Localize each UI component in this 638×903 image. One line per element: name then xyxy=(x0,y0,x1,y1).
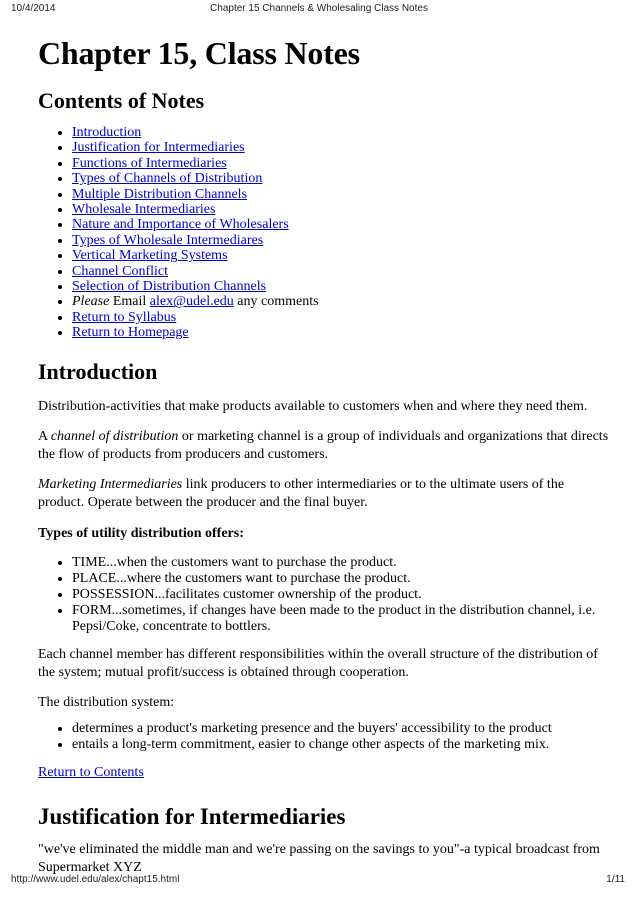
toc-item xyxy=(72,310,613,325)
return-to-homepage-link[interactable]: Return to Homepage xyxy=(72,325,189,341)
print-footer xyxy=(0,874,638,888)
intro-paragraph-2 xyxy=(38,428,613,464)
email-please: Please xyxy=(72,294,110,310)
system-item: • entails a long-term commitment, easier to change other aspects of the marketing mix. xyxy=(72,737,613,753)
system-item: • determines a product's marketing presence and the buyers' accessibility to the product xyxy=(72,721,613,737)
toc-link-selection[interactable]: Selection of Distribution Channels xyxy=(72,279,267,295)
toc-link-vertical[interactable]: Vertical Marketing Systems xyxy=(72,248,228,264)
toc-item xyxy=(72,217,613,232)
toc-link-types-wholesale[interactable]: Types of Wholesale Intermediares xyxy=(72,232,264,248)
p3-term: Marketing Intermediaries xyxy=(38,476,183,492)
toc-item xyxy=(72,248,613,263)
toc-item xyxy=(72,264,613,279)
print-date: 10/4/2014 xyxy=(11,3,56,14)
toc-item xyxy=(72,125,613,140)
p2-rest: or marketing channel is a group of individuals and organizations that directs the flow of products from producers and customers. xyxy=(38,428,609,462)
email-after: any comments xyxy=(233,294,319,310)
utility-item: • PLACE...where the customers want to purchase the product. xyxy=(72,571,613,587)
toc-item xyxy=(72,279,613,294)
toc-item xyxy=(72,325,613,340)
intro-paragraph-1: Distribution-activities that make products available to customers when and where they need them. xyxy=(38,398,588,414)
utility-item: • TIME...when the customers want to purchase the product. xyxy=(72,555,613,571)
toc-link-justification[interactable]: Justification for Intermediaries xyxy=(72,140,245,156)
contents-heading: Contents of Notes xyxy=(38,88,205,113)
toc-link-conflict[interactable]: Channel Conflict xyxy=(72,263,169,279)
print-header xyxy=(0,3,638,17)
p2-prefix: A xyxy=(38,428,51,444)
utility-list xyxy=(38,555,613,635)
document-body xyxy=(38,34,613,877)
system-list xyxy=(38,721,613,753)
toc-link-types-of-channels[interactable]: Types of Channels of Distribution xyxy=(72,171,263,187)
intro-paragraph-4: Each channel member has different responsibilities within the overall structure of the distribution of the system; mutual profit/success is obtained through cooperation. xyxy=(38,646,598,680)
utility-heading xyxy=(38,525,613,543)
utility-heading-text: Types of utility distribution offers: xyxy=(38,525,244,541)
justification-heading: Justification for Intermediaries xyxy=(38,803,346,829)
toc-link-introduction[interactable]: Introduction xyxy=(72,125,142,140)
toc-item-email xyxy=(72,294,613,309)
return-to-contents-link[interactable]: Return to Contents xyxy=(38,764,144,780)
toc-link-multiple-channels[interactable]: Multiple Distribution Channels xyxy=(72,186,247,202)
utility-item: • POSSESSION...facilitates customer ownership of the product. xyxy=(72,587,613,603)
return-contents-para xyxy=(38,764,613,782)
print-page-number: 1/11 xyxy=(606,874,625,885)
toc-item xyxy=(72,140,613,155)
justification-paragraph-1: "we've eliminated the middle man and we're passing on the savings to you"-a typical broadcast from Supermarket XYZ xyxy=(38,841,600,875)
print-title: Chapter 15 Channels & Wholesaling Class Notes xyxy=(210,3,428,14)
print-url: http://www.udel.edu/alex/chapt15.html xyxy=(11,874,180,885)
intro-paragraph-5: The distribution system: xyxy=(38,694,175,710)
toc-item xyxy=(72,233,613,248)
contents-list xyxy=(38,125,613,341)
toc-link-wholesale[interactable]: Wholesale Intermediaries xyxy=(72,202,216,218)
p3-rest: link producers to other intermediaries or to the ultimate users of the product. Operate between the producer and the final buyer. xyxy=(38,476,565,510)
toc-item xyxy=(72,202,613,217)
toc-item xyxy=(72,171,613,186)
introduction-heading: Introduction xyxy=(38,358,158,384)
intro-paragraph-3 xyxy=(38,476,613,512)
return-to-syllabus-link[interactable]: Return to Syllabus xyxy=(72,309,177,325)
email-link[interactable]: alex@udel.edu xyxy=(149,294,234,310)
p2-term: channel of distribution xyxy=(50,428,179,444)
utility-item: • FORM...sometimes, if changes have been made to the product in the distribution channel, i.e. Pepsi/Coke, concentrate to bottlers. xyxy=(72,603,613,635)
toc-item xyxy=(72,156,613,171)
toc-link-nature[interactable]: Nature and Importance of Wholesalers xyxy=(72,217,289,233)
email-before: Email xyxy=(109,294,150,310)
toc-link-functions[interactable]: Functions of Intermediaries xyxy=(72,155,227,171)
page-title: Chapter 15, Class Notes xyxy=(38,35,360,71)
toc-item xyxy=(72,187,613,202)
